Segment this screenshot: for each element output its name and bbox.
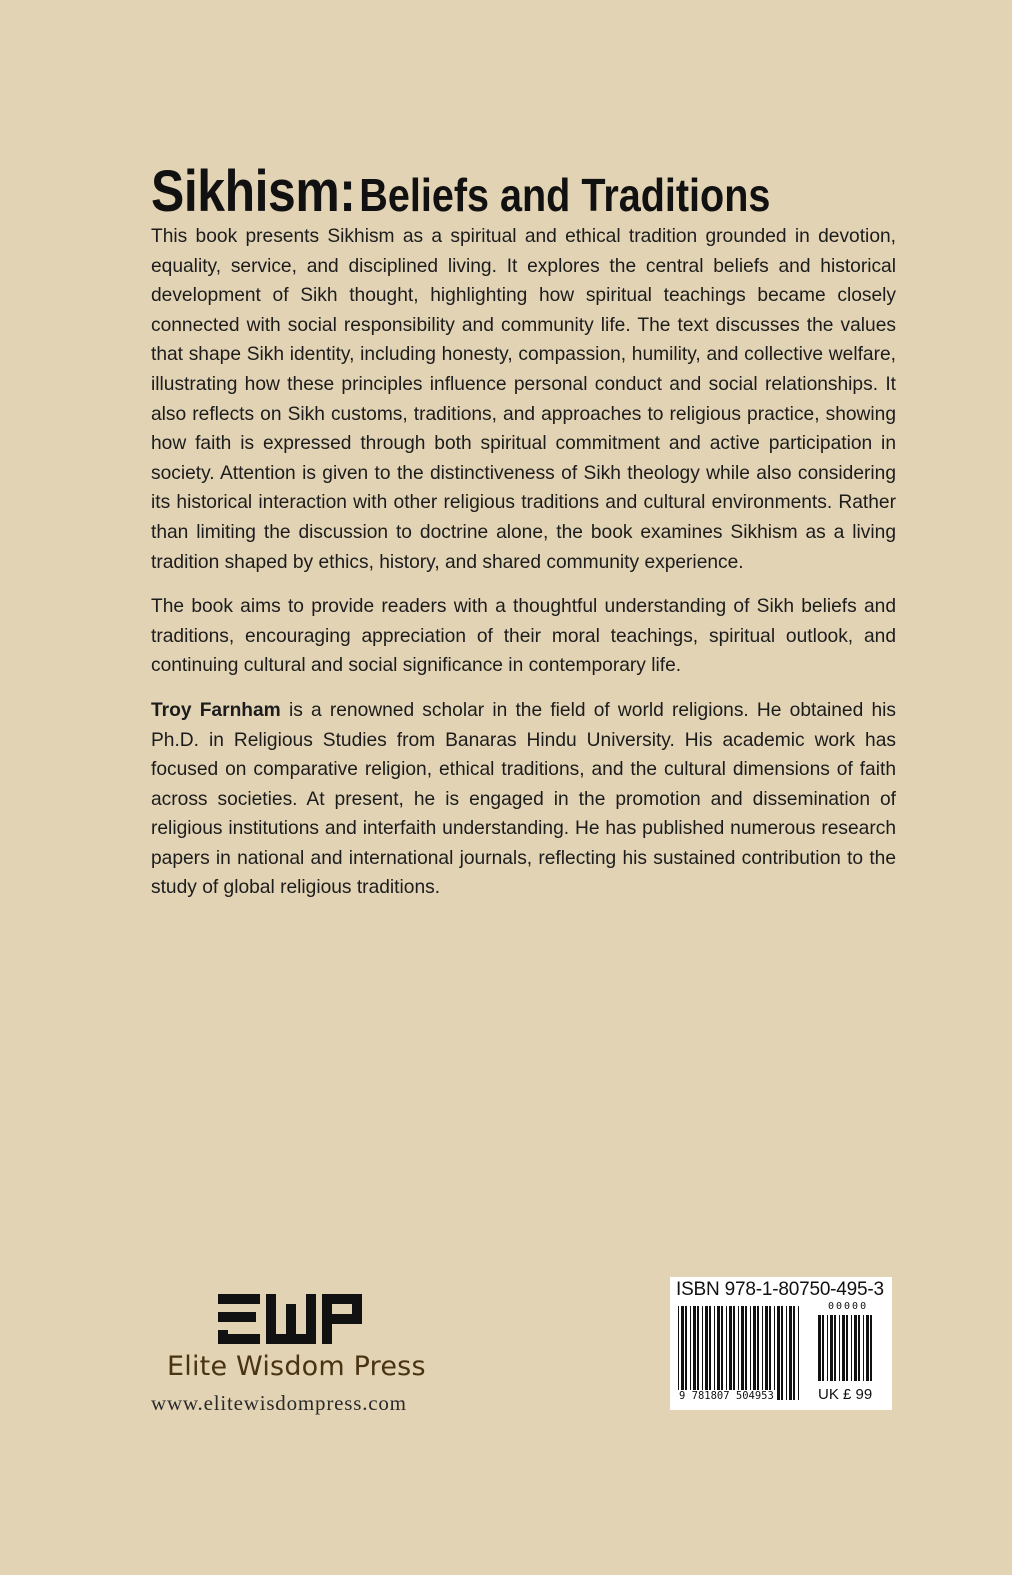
barcode-bar: [741, 1306, 744, 1400]
author-bio-text: is a renowned scholar in the field of world religions. He obtained his Ph.D. in Religious Studies from Banaras Hindu University. His academic work has focused on comparative religion, ethical traditions, and the cultural dimensions of faith across societies. At present, he is engaged in the promotion and dissemination of religious institutions and interfaith understanding. He has published numerous research papers in national and international journals, reflecting his sustained contribution to the study of global religious traditions.: [151, 699, 896, 899]
barcode-bar: [798, 1306, 799, 1400]
author-bio: [151, 696, 896, 903]
isbn-label: ISBN 978-1-80750-495-3: [676, 1279, 884, 1300]
barcode-bar: [854, 1315, 857, 1381]
blurb-paragraph-1: This book presents Sikhism as a spiritual and ethical tradition grounded in devotion, equality, service, and disciplined living. It explores the central beliefs and historical development of Sikh thought, highlighting how spiritual teachings became closely connected with social responsibility and community life. The text discusses the values that shape Sikh identity, including honesty, compassion, humility, and collective welfare, illustrating how these principles influence personal conduct and social relationships. It also reflects on Sikh customs, traditions, and approaches to religious practice, showing how faith is expressed through both spiritual commitment and active participation in society. Attention is given to the distinctiveness of Sikh theology while also considering its historical interaction with other religious traditions and cultural environments. Rather than limiting the discussion to doctrine alone, the book examines Sikhism as a living tradition shaped by ethics, history, and shared community experience.: [151, 226, 896, 573]
barcode-bar: [777, 1306, 780, 1400]
barcode-bar: [793, 1306, 795, 1400]
barcode-bar: [846, 1315, 848, 1381]
barcode-bar: [830, 1315, 833, 1381]
barcode-bar: [774, 1306, 775, 1400]
barcode-bar: [765, 1306, 768, 1400]
barcode-bar: [834, 1315, 836, 1381]
barcode-bar: [827, 1315, 828, 1381]
ean-barcode: [678, 1306, 800, 1400]
publisher-name: Elite Wisdom Press: [167, 1351, 426, 1382]
barcode-bar: [789, 1306, 792, 1400]
barcode-bar: [714, 1306, 715, 1400]
barcode-bar: [733, 1306, 735, 1400]
publisher-url: www.elitewisdompress.com: [151, 1391, 407, 1415]
barcode-bar: [690, 1306, 691, 1400]
barcode-bar: [753, 1306, 756, 1400]
addon-digits: 00000: [828, 1301, 869, 1312]
barcode-bar: [681, 1306, 684, 1400]
barcode-bar: [750, 1306, 751, 1400]
barcode-bar: [839, 1315, 840, 1381]
barcode-bar: [818, 1315, 821, 1381]
barcode-bar: [786, 1306, 787, 1400]
title-subtitle: Beliefs and Traditions: [359, 169, 771, 221]
barcode-bar: [685, 1306, 687, 1400]
barcode-bar: [745, 1306, 747, 1400]
barcode-bar: [705, 1306, 708, 1400]
barcode-bar: [693, 1306, 696, 1400]
price-label: UK £ 99: [818, 1386, 873, 1403]
barcode-bar: [870, 1315, 872, 1381]
barcode-bar: [738, 1306, 739, 1400]
author-name: Troy Farnham: [151, 699, 281, 721]
barcode-bar: [769, 1306, 771, 1400]
barcode-bar: [729, 1306, 732, 1400]
barcode-bar: [863, 1315, 864, 1381]
barcode-bar: [678, 1306, 679, 1400]
barcode-bar: [697, 1306, 699, 1400]
isbn-barcode-box: [670, 1277, 892, 1410]
ean-digits: 9 781807 504953: [679, 1390, 774, 1402]
barcode-bar: [757, 1306, 759, 1400]
barcode-bar: [866, 1315, 869, 1381]
barcode-bar: [717, 1306, 720, 1400]
barcode-bar: [858, 1315, 860, 1381]
addon-barcode: [818, 1315, 873, 1381]
barcode-bar: [726, 1306, 727, 1400]
barcode-bar: [781, 1306, 783, 1400]
barcode-bar: [762, 1306, 763, 1400]
barcode-bar: [709, 1306, 711, 1400]
barcode-bar: [842, 1315, 845, 1381]
barcode-bar: [702, 1306, 703, 1400]
blurb-paragraph-2: The book aims to provide readers with a thoughtful understanding of Sikh beliefs and traditions, encouraging appreciation of their moral teachings, spiritual outlook, and continuing cultural and social significance in contemporary life.: [151, 596, 896, 677]
barcode-bar: [822, 1315, 824, 1381]
blurb: [151, 222, 896, 918]
ewp-logo-mark: [216, 1290, 366, 1348]
title-main: Sikhism:: [151, 159, 356, 224]
book-title: [151, 158, 805, 225]
barcode-bar: [851, 1315, 852, 1381]
barcode-bar: [721, 1306, 723, 1400]
